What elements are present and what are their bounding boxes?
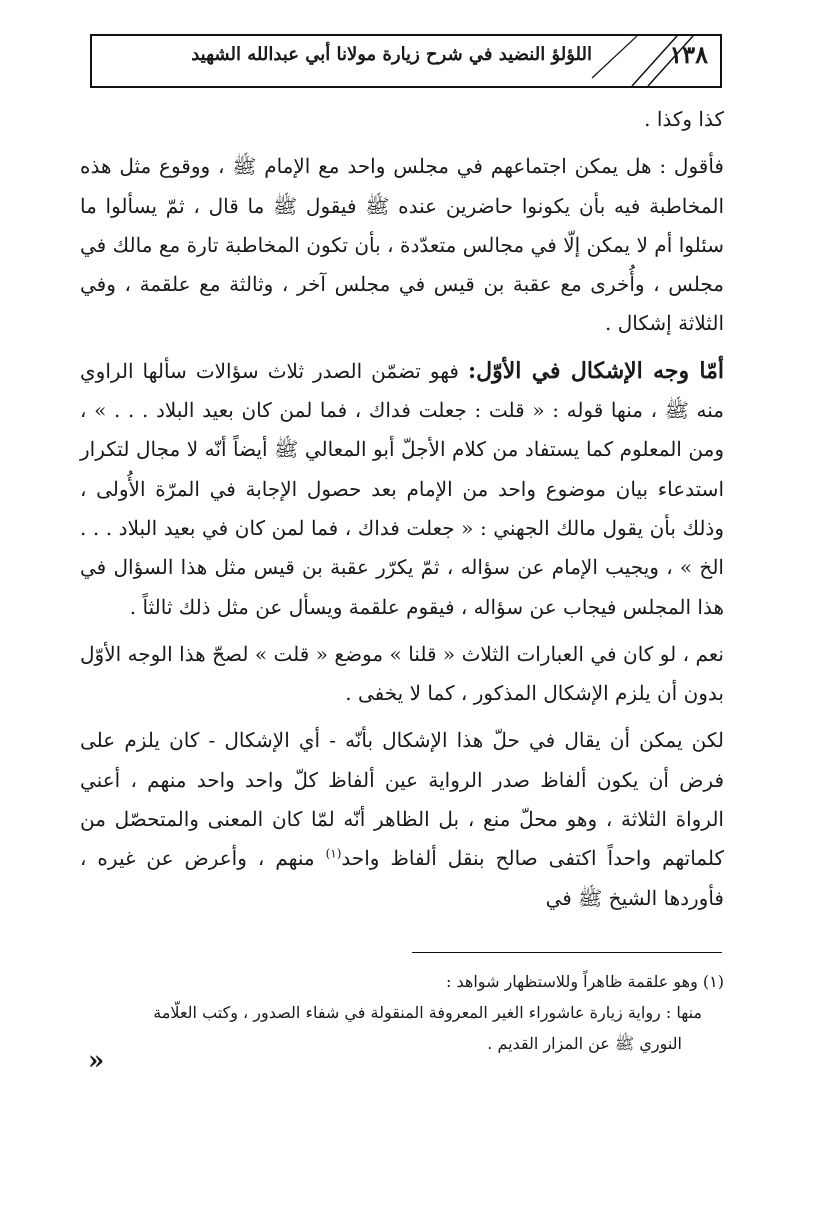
footnote-1-line-2: منها : رواية زيارة عاشوراء الغير المعروفة المنقولة في شفاء الصدور ، وكتب العلّامة bbox=[153, 1003, 702, 1022]
footnotes bbox=[80, 966, 724, 1059]
paragraph-3-text: فهو تضمّن الصدر ثلاث سؤالات سألها الراوي منه ﷺ ، منها قوله : « قلت : جعلت فداك ، فما لمن كان بعيد البلاد . . . » ، ومن المعلوم كما يستفاد من كلام الأجلّ أبو المعالي ﷺ أيضاً أنّه لا مجال لتكرار استدعاء بيان موضوع واحد من الإمام بعد حصول الإجابة في المرّة الأُولى ، وذلك بأن يقول مالك الجهني : « جعلت فداك ، فما لمن كان في بعيد البلاد . . . الخ » ، ويجيب الإمام عن سؤاله ، ثمّ يكرّر عقبة بن قيس مثل هذا السؤال في هذا المجلس فيجاب عن سؤاله ، فيقوم علقمة ويسأل عن مثل ذلك ثالثاً . bbox=[80, 358, 724, 619]
section-heading: أمّا وجه الإشكال في الأوّل: bbox=[468, 357, 725, 384]
paragraph-4: نعم ، لو كان في العبارات الثلاث « قلنا » موضع « قلت » لصحّ هذا الوجه الأوّل بدون أن يلزم الإشكال المذكور ، كما لا يخفى . bbox=[80, 641, 724, 706]
running-header bbox=[90, 34, 722, 88]
footnote-1-line-3: النوري ﷺ عن المزار القديم . bbox=[487, 1034, 682, 1053]
footnote-reference: (١) bbox=[325, 846, 342, 861]
footnote-1-line-1: (١) وهو علقمة ظاهراً وللاستظهار شواهد : bbox=[446, 972, 724, 991]
paragraph-5-text-b: منهم ، وأعرض عن غيره ، فأوردها الشيخ ﷺ في bbox=[80, 846, 724, 910]
continuation-mark: » bbox=[88, 1046, 105, 1076]
paragraph-5-text-a: لكن يمكن أن يقال في حلّ هذا الإشكال بأنّه - أي الإشكال - كان يلزم على فرض أن يكون ألفاظ صدر الرواية عين ألفاظ كلّ واحد واحد منهم ، أعني الرواة الثلاثة ، وهو محلّ منع ، بل الظاهر أنّه لمّا كان المعنى والمتحصّل من كلماتهم واحداً اكتفى صالح بنقل ألفاظ واحد bbox=[80, 728, 725, 871]
footnote-separator bbox=[412, 952, 722, 953]
paragraph-3 bbox=[80, 352, 724, 627]
header-title: اللؤلؤ النضيد في شرح زيارة مولانا أبي عبدالله الشهيد bbox=[191, 44, 592, 65]
page-number: ١٣٨ bbox=[669, 40, 708, 69]
paragraph-2: فأقول : هل يمكن اجتماعهم في مجلس واحد مع الإمام ﷺ ، ووقوع مثل هذه المخاطبة فيه بأن يكونوا حاضرين عنده ﷺ فيقول ﷺ ما قال ، ثمّ يسألوا ما سئلوا أم لا يمكن إلّا في مجالس متعدّدة ، بأن تكون المخاطبة تارة مع مالك في مجلس ، وأُخرى مع عقبة بن قيس في مجلس آخر ، وثالثة مع علقمة ، وفي الثلاثة إشكال . bbox=[80, 154, 725, 336]
paragraph-5 bbox=[80, 721, 724, 917]
paragraph-1: كذا وكذا . bbox=[644, 107, 724, 131]
main-text bbox=[80, 100, 724, 918]
